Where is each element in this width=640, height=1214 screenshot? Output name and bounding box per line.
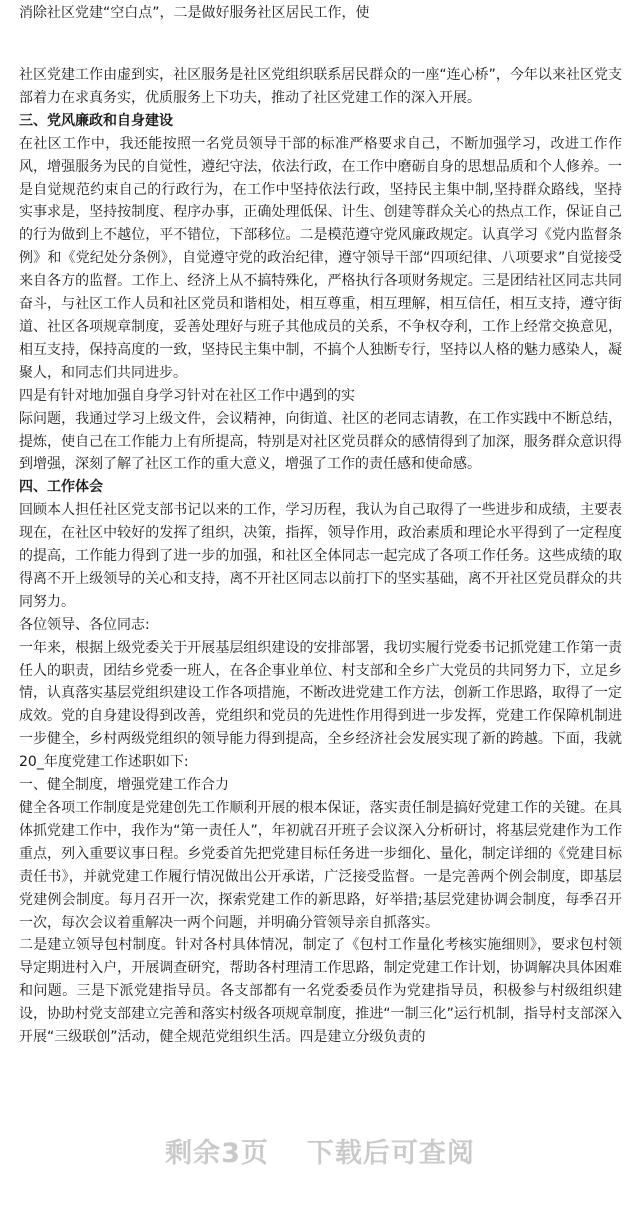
document-body (19, 64, 622, 1049)
paragraph: 各位领导、各位同志: (19, 616, 150, 633)
paragraph: 社区党建工作由虚到实，社区服务是社区党组织联系居民群众的一座“连心桥”，今年以来社区党支部着力在求真务实，优质服务上下功夫，推动了社区党建工作的深入开展。 (19, 67, 622, 106)
top-line: 消除社区党建“空白点”，二是做好服务社区居民工作，使 (19, 5, 370, 21)
section-heading: 四、工作体会 (19, 479, 103, 496)
paragraph: 四是有针对地加强自身学习针对在社区工作中遇到的实 (19, 387, 355, 404)
paragraph: 在社区工作中，我还能按照一名党员领导干部的标准严格要求自己，不断加强学习，改进工作作风，增强服务为民的自觉性，遵纪守法，依法行政，在工作中磨砺自身的思想品质和个人修养。一是自觉规范约束自己的行政行为，在工作中坚持依法行政，坚持民主集中制,坚持群众路线，坚持实事求是，坚持按制度、程序办事，正确处理低保、计生、创建等群众关心的热点工作，保证自己的行为做到上不越位，平不错位，下部移位。二是模范遵守党风廉政规定。认真学习《党内监督条例》和《党纪处分条例》，自觉遵守党的政治纪律，遵守领导干部“四项纪律、八项要求”自觉接受来自各方的监督。工作上、经济上从不搞特殊化，严格执行各项财务规定。三是团结社区同志共同奋斗，与社区工作人员和社区党员和谐相处，相互尊重，相互理解，相互信任，相互支持，遵守街道、社区各项规章制度，妥善处理好与班子其他成员的关系，不争权夺利，工作上经常交换意见，相互支持，保持高度的一致，坚持民主集中制，不搞个人独断专行，坚持以人格的魅力感染人，凝聚人，和同志们共同进步。 (19, 135, 622, 381)
paragraph: 一、健全制度，增强党建工作合力 (19, 777, 229, 794)
paragraph: 一年来，根据上级党委关于开展基层组织建设的安排部署，我切实履行党委书记抓党建工作第一责任人的职责，团结乡党委一班人，在各企事业单位、村支部和全乡广大党员的共同努力下，立足乡情，认真落实基层党组织建设工作各项措施，不断改进党建工作方法，创新工作思路，取得了一定成效。党的自身建设得到改善，党组织和党员的先进性作用得到进一步发挥，党建工作保障机制进一步健全，乡村两级党组织的领导能力得到提高，全乡经济社会发展实现了新的跨越。下面，我就 20_年度党建工作述职如下: (19, 639, 622, 771)
paragraph: 回顾本人担任社区党支部书记以来的工作，学习历程，我认为自己取得了一些进步和成绩，主要表现在，在社区中较好的发挥了组织，决策，指挥，领导作用，政治素质和理论水平得到了一定程度的提高，工作能力得到了进一步的加强，和社区全体同志一起完成了各项工作任务。这些成绩的取得离不开上级领导的关心和支持，离不开社区同志以前打下的坚实基础，离不开社区党员群众的共同努力。 (19, 502, 622, 610)
remaining-pages-label[interactable]: 剩余3页 (165, 1138, 269, 1169)
paragraph: 际问题，我通过学习上级文件，会议精神，向街道、社区的老同志请教，在工作实践中不断总结，提炼，使自己在工作能力上有所提高，特别是对社区党员群众的感情得到了加深，服务群众意识得到增强，深刻了解了社区工作的重大意义，增强了工作的责任感和使命感。 (19, 410, 622, 473)
section-heading: 三、党风廉政和自身建设 (19, 112, 173, 129)
download-to-view-label[interactable]: 下载后可查阅 (306, 1138, 475, 1169)
paragraph: 二是建立领导包村制度。针对各村具体情况，制定了《包村工作量化考核实施细则》，要求包村领导定期进村入户，开展调查研究，帮助各村理清工作思路，制定党建工作计划，协调解决具体困难和问题。三是下派党建指导员。各支部都有一名党委委员作为党建指导员，积极参与村级组织建设，协助村党支部建立完善和落实村级各项规章制度，推进“一制三化”运行机制，指导村支部深入开展“三级联创”活动，健全规范党组织生活。四是建立分级负责的 (19, 937, 622, 1046)
paragraph: 健全各项工作制度是党建创先工作顺利开展的根本保证，落实责任制是搞好党建工作的关键。在具体抓党建工作中，我作为“第一责任人”，年初就召开班子会议深入分析研讨，将基层党建作为工作重点，列入重要议事日程。乡党委首先把党建目标任务进一步细化、量化，制定详细的《党建目标责任书》，并就党建工作履行情况做出公开承诺，广泛接受监督。一是完善两个例会制度，即基层党建例会制度。每月召开一次，探索党建工作的新思路，好举措;基层党建协调会制度，每季召开一次，每次会议着重解决一两个问题，并明确分管领导亲自抓落实。 (19, 800, 622, 931)
download-prompt[interactable] (0, 1128, 640, 1180)
